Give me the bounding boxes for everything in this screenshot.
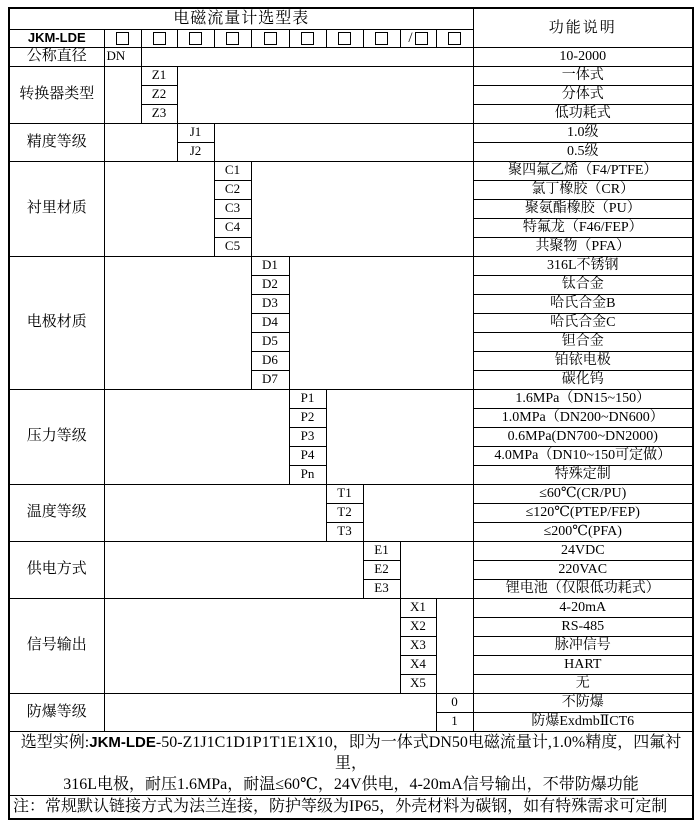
spacer-cell: [400, 541, 473, 598]
spacer-cell: [104, 123, 177, 161]
code-cell: E1: [363, 541, 400, 560]
desc-cell: 特氟龙（F46/FEP）: [473, 218, 693, 237]
desc-cell: 4-20mA: [473, 598, 693, 617]
desc-cell: 一体式: [473, 66, 693, 85]
code-cell: D1: [251, 256, 289, 275]
checkbox-icon: [189, 32, 202, 45]
checkbox-icon: [264, 32, 277, 45]
code-cell: D4: [251, 313, 289, 332]
desc-cell: 脉冲信号: [473, 636, 693, 655]
code-cell: D7: [251, 370, 289, 389]
note-text: 注：常规默认链接方式为法兰连接，防护等级为IP65，外壳材料为碳钢，如有特殊需求可定制: [9, 795, 693, 819]
desc-cell: 无: [473, 674, 693, 693]
section-label-electrode: 电极材质: [9, 256, 104, 389]
code-cell: 0: [436, 693, 473, 712]
desc-cell: 哈氏合金B: [473, 294, 693, 313]
code-cell: D6: [251, 351, 289, 370]
section-label-temperature: 温度等级: [9, 484, 104, 541]
desc-cell: 哈氏合金C: [473, 313, 693, 332]
code-cell: T1: [326, 484, 363, 503]
code-cell: T3: [326, 522, 363, 541]
spacer-cell: [104, 389, 289, 484]
checkbox-cell-5[interactable]: [251, 30, 289, 48]
code-cell: P1: [289, 389, 326, 408]
code-cell: DN: [104, 47, 141, 66]
desc-cell: 0.5级: [473, 142, 693, 161]
code-cell: J1: [177, 123, 214, 142]
checkbox-icon: [116, 32, 129, 45]
section-label-signal: 信号输出: [9, 598, 104, 693]
desc-cell: 钽合金: [473, 332, 693, 351]
code-cell: X2: [400, 617, 436, 636]
code-cell: Z1: [141, 66, 177, 85]
desc-cell: 碳化钨: [473, 370, 693, 389]
checkbox-cell-9[interactable]: [400, 30, 436, 48]
spacer-cell: [326, 389, 473, 484]
desc-cell: 防爆ExdmbⅡCT6: [473, 712, 693, 731]
checkbox-cell-2[interactable]: [141, 30, 177, 48]
spacer-cell: [104, 256, 251, 389]
spacer-cell: [177, 66, 473, 123]
checkbox-icon: [153, 32, 166, 45]
desc-cell: 共聚物（PFA）: [473, 237, 693, 256]
code-cell: P4: [289, 446, 326, 465]
spacer-cell: [104, 161, 214, 256]
spacer-cell: [104, 541, 363, 598]
checkbox-icon: [226, 32, 239, 45]
spacer-cell: [104, 693, 436, 731]
code-cell: J2: [177, 142, 214, 161]
checkbox-cell-10[interactable]: [436, 30, 473, 48]
code-cell: P2: [289, 408, 326, 427]
checkbox-icon: [375, 32, 388, 45]
desc-cell: 聚四氟乙烯（F4/PTFE）: [473, 161, 693, 180]
desc-cell: 10-2000: [473, 47, 693, 66]
code-cell: C1: [214, 161, 251, 180]
selection-example-line1: 选型实例:JKM-LDE-50-Z1J1C1D1P1T1E1X10，即为一体式DN50电磁流量计,1.0%精度，四氟衬里，: [20, 733, 682, 772]
desc-cell: RS-485: [473, 617, 693, 636]
code-cell: D2: [251, 275, 289, 294]
desc-cell: 220VAC: [473, 560, 693, 579]
desc-cell: 钛合金: [473, 275, 693, 294]
selection-example: [9, 731, 693, 795]
code-cell: D5: [251, 332, 289, 351]
desc-cell: 锂电池（仅限低功耗式）: [473, 579, 693, 598]
desc-cell: 不防爆: [473, 693, 693, 712]
code-cell: C5: [214, 237, 251, 256]
checkbox-icon: [448, 32, 461, 45]
code-cell: X1: [400, 598, 436, 617]
code-cell: C3: [214, 199, 251, 218]
spacer-cell: [104, 598, 400, 693]
code-cell: C4: [214, 218, 251, 237]
desc-cell: HART: [473, 655, 693, 674]
desc-cell: 分体式: [473, 85, 693, 104]
code-cell: P3: [289, 427, 326, 446]
spacer-cell: [289, 256, 473, 389]
section-label-lining: 衬里材质: [9, 161, 104, 256]
code-cell: Z3: [141, 104, 177, 123]
checkbox-cell-4[interactable]: [214, 30, 251, 48]
desc-cell: 316L不锈钢: [473, 256, 693, 275]
spacer-cell: [251, 161, 473, 256]
function-column-header: 功能说明: [473, 8, 693, 47]
code-cell: X4: [400, 655, 436, 674]
code-cell: E2: [363, 560, 400, 579]
selection-table: [8, 7, 694, 820]
section-label-pressure: 压力等级: [9, 389, 104, 484]
code-cell: Z2: [141, 85, 177, 104]
code-cell: X3: [400, 636, 436, 655]
checkbox-cell-6[interactable]: [289, 30, 326, 48]
section-label-power: 供电方式: [9, 541, 104, 598]
checkbox-icon: [338, 32, 351, 45]
desc-cell: 氯丁橡胶（CR）: [473, 180, 693, 199]
code-cell: T2: [326, 503, 363, 522]
desc-cell: ≤200℃(PFA): [473, 522, 693, 541]
code-cell: C2: [214, 180, 251, 199]
desc-cell: 特殊定制: [473, 465, 693, 484]
desc-cell: 1.6MPa（DN15~150）: [473, 389, 693, 408]
desc-cell: 1.0级: [473, 123, 693, 142]
spacer-cell: [104, 484, 326, 541]
selection-table-wrapper: [8, 7, 692, 820]
desc-cell: 聚氨酯橡胶（PU）: [473, 199, 693, 218]
desc-cell: 0.6MPa(DN700~DN2000): [473, 427, 693, 446]
desc-cell: ≤60℃(CR/PU): [473, 484, 693, 503]
code-cell: E3: [363, 579, 400, 598]
code-cell: D3: [251, 294, 289, 313]
section-label-explosion: 防爆等级: [9, 693, 104, 731]
model-prefix: JKM-LDE: [9, 30, 104, 48]
checkbox-cell-7[interactable]: [326, 30, 363, 48]
checkbox-cell-1[interactable]: [104, 30, 141, 48]
desc-cell: ≤120℃(PTEP/FEP): [473, 503, 693, 522]
code-cell: 1: [436, 712, 473, 731]
desc-cell: 低功耗式: [473, 104, 693, 123]
section-label-accuracy: 精度等级: [9, 123, 104, 161]
checkbox-cell-3[interactable]: [177, 30, 214, 48]
spacer-cell: [141, 47, 473, 66]
checkbox-cell-8[interactable]: [363, 30, 400, 48]
selection-example-line2: 316L电极，耐压1.6MPa，耐温≤60℃，24V供电，4-20mA信号输出，不带防爆功能: [63, 775, 639, 793]
desc-cell: 24VDC: [473, 541, 693, 560]
code-cell: Pn: [289, 465, 326, 484]
desc-cell: 4.0MPa（DN10~150可定做）: [473, 446, 693, 465]
spacer-cell: [104, 66, 141, 123]
spacer-cell: [214, 123, 473, 161]
code-cell: X5: [400, 674, 436, 693]
example-model-code: JKM-LDE: [89, 733, 156, 751]
checkbox-icon: [301, 32, 314, 45]
desc-cell: 铂铱电极: [473, 351, 693, 370]
spacer-cell: [363, 484, 473, 541]
spacer-cell: [436, 598, 473, 693]
section-label-diameter: 公称直径: [9, 47, 104, 66]
slash-separator: /: [408, 30, 413, 46]
desc-cell: 1.0MPa（DN200~DN600）: [473, 408, 693, 427]
section-label-converter: 转换器类型: [9, 66, 104, 123]
table-title: 电磁流量计选型表: [9, 8, 473, 30]
checkbox-icon: [415, 32, 428, 45]
